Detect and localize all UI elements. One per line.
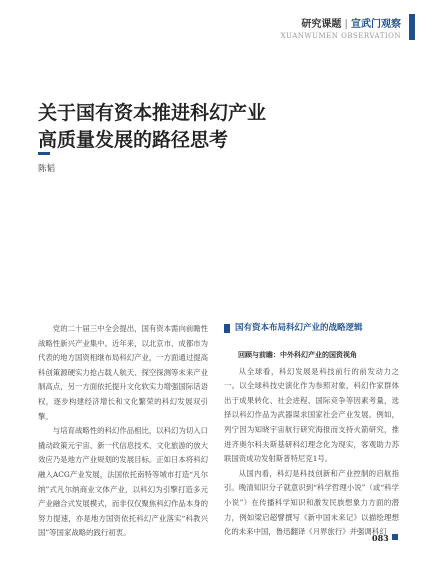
page-number-square-icon (392, 534, 398, 540)
author-name: 陈韬 (38, 164, 56, 174)
section-marker-icon (224, 324, 230, 333)
title-line-1: 关于国有资本推进科幻产业 (38, 102, 267, 124)
header-section: 研究课题 (301, 19, 342, 30)
header-english: XUANWUMEN OBSERVATION (280, 32, 401, 40)
page-number: 083 (372, 533, 389, 543)
subheading: 回顾与前瞻：中外科幻产业的国资视角 (238, 351, 357, 359)
header-title (301, 15, 401, 30)
body-paragraph: 党的二十届三中全会提出，国有资本需向前瞻性战略性新兴产业集中。近年来，以北京市、成都市为代表的地方国资相继布局科幻产业，一方面通过提高科创策源硬实力抢占载人航天、探空探测等未来产业制高点，另一方面依托提升文化软实力增强国际话语权，逐步构建经济增长和文化繁荣的科幻发展双引擎。 (38, 324, 209, 421)
header-divider: | (344, 19, 348, 30)
title-accent-line (38, 152, 50, 155)
body-paragraph: 从国内看，科幻是科技创新和产业控制的启航指引。晚清知识分子就意识到“科学哲理小说”（或“科学小说”）在传播科学知识和激发民族想象力方面的潜力，例如梁启超譬撰写《新中国未来记》以描绘理想化的未来中国，鲁迅翻译《月界旅行》并强调科幻 (224, 468, 399, 537)
article-title (38, 100, 358, 154)
header-accent-bar (409, 14, 415, 40)
section-heading-text: 国有资本布局科幻产业的战略逻辑 (235, 322, 363, 333)
header-subsection: 宣武门观察 (351, 19, 401, 30)
title-line-2: 高质量发展的路径思考 (38, 129, 229, 151)
left-column (38, 322, 208, 541)
body-paragraph: 从全球看，科幻发展是科技前行的前发动力之一。以全球科技史演化作为参照对象，科幻作家群体出于成果转化、社会进程、国际竞争等因素考量，选择以科幻作品为武器谋求国家社会产业发展。例如，列宁因为知晓宇宙航行研究海报而支持火箭研究，推进齐奥尔科夫斯基研科幻理念化为现实，客观助力苏联国资成功发射斯普特尼克1号。 (224, 366, 399, 464)
body-paragraph: 与培育战略性的科幻作品相比，以科幻为切入口撬动政策元宇宙、新一代信息技术、文化旅游的放大效应乃是地方产业规划的发展目标。正如日本将科幻融入ACG产业发展，法国依托南特等城市打造“凡尔纳”式凡尔纳商业文体产业，以科幻为引擎打造多元产业融合式发展模式，而非仅仅聚焦科幻作品本身的努力提速，亦是地方国资依托科幻产业落实“科教兴国”等国家战略的践行初衷。 (38, 426, 209, 538)
running-header (219, 10, 419, 50)
section-heading (224, 320, 399, 336)
right-column (224, 320, 399, 540)
